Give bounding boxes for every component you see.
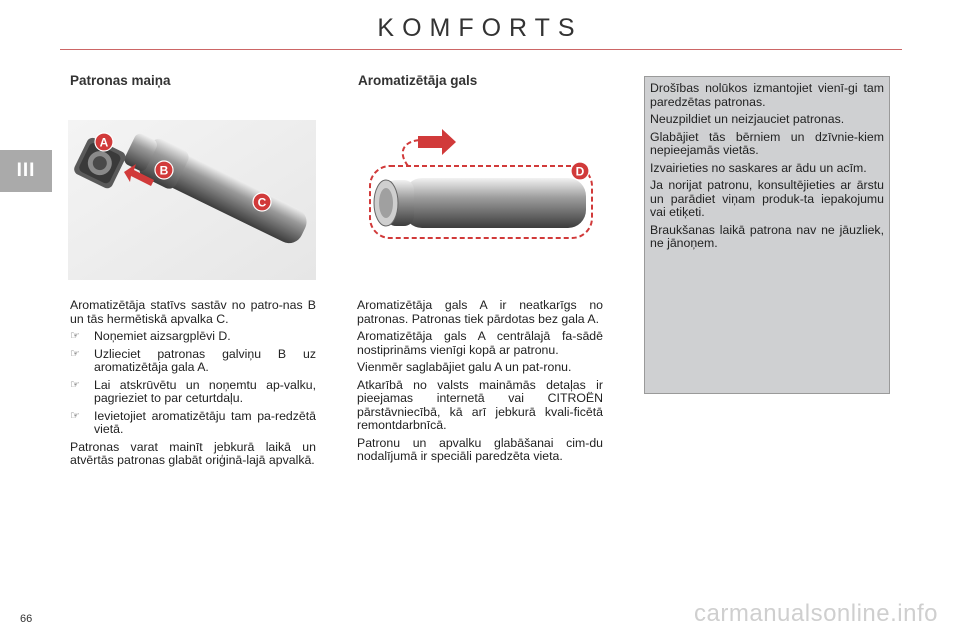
figure-label-b: B: [159, 163, 169, 178]
hand-pointer-icon: ☞: [70, 330, 80, 342]
middle-paragraph: Aromatizētāja gals A centrālajā fa-sādē nostiprināms vienīgi kopā ar patronu.: [357, 329, 603, 357]
hand-pointer-icon: ☞: [70, 347, 80, 360]
left-intro: Aromatizētāja statīvs sastāv no patro-nas B un tās hermētiskā apvalka C.: [70, 298, 316, 326]
diffuser-tip-illustration: [356, 120, 604, 260]
middle-paragraph: Atkarībā no valsts maināmās detaļas ir pieejamas internetā vai CITROËN pārstāvniecībā, kā arī jebkurā kvali-ficētā remontdarbnīcā.: [357, 377, 603, 432]
warning-paragraph: Drošības nolūkos izmantojiet vienī-gi tam paredzētas patronas.: [650, 81, 884, 109]
hand-pointer-icon: ☞: [70, 409, 80, 422]
section-title-diffuser-tip: Aromatizētāja gals: [358, 73, 478, 88]
figure-label-a: A: [99, 135, 109, 150]
left-outro: Patronas varat mainīt jebkurā laikā un atvērtās patronas glabāt oriģinā-lajā apvalkā.: [70, 439, 316, 467]
watermark: carmanualsonline.info: [694, 600, 938, 627]
hand-pointer-icon: ☞: [70, 378, 80, 391]
middle-body: [357, 299, 603, 468]
warning-paragraph: Neuzpildiet un neizjauciet patronas.: [650, 112, 845, 126]
section-title-cartridge-change: Patronas maiņa: [70, 73, 171, 88]
safety-warning-box: [644, 76, 890, 394]
header-rule: [60, 49, 902, 50]
chapter-tab[interactable]: III: [0, 150, 52, 192]
list-item: ☞ Noņemiet aizsargplēvi D.: [70, 329, 231, 343]
left-body: [70, 299, 316, 472]
list-item: ☞ Uzlieciet patronas galviņu B uz aromatizētāja gala A.: [70, 346, 316, 374]
warning-paragraph: Ja norijat patronu, konsultējieties ar ārstu un parādiet viņam produk-ta iepakojumu vai etiķeti.: [650, 178, 884, 219]
middle-paragraph: Vienmēr saglabājiet galu A un pat-ronu.: [357, 360, 572, 374]
warning-paragraph: Izvairieties no saskares ar ādu un acīm.: [650, 160, 867, 175]
middle-paragraph: Aromatizētāja gals A ir neatkarīgs no patronas. Patronas tiek pārdotas bez gala A.: [357, 298, 603, 326]
list-item: ☞ Lai atskrūvētu un noņemtu ap-valku, pagrieziet to par ceturtdaļu.: [70, 377, 316, 405]
list-item: ☞ Ievietojiet aromatizētāju tam pa-redzētā vietā.: [70, 408, 316, 436]
warning-paragraph: Braukšanas laikā patrona nav ne jāuzliek, ne jānoņem.: [650, 222, 884, 250]
red-arrow-icon: [418, 129, 456, 155]
page-title: KOMFORTS: [377, 14, 583, 42]
page-number: 66: [20, 613, 33, 625]
warning-paragraph: Glabājiet tās bērniem un dzīvnie-kiem nepieejamās vietās.: [650, 129, 884, 157]
figure-label-c: C: [257, 195, 267, 210]
figure-label-d: D: [575, 164, 585, 179]
middle-paragraph: Patronu un apvalku glabāšanai cim-du nodalījumā ir speciāli paredzēta vieta.: [357, 435, 603, 463]
cartridge-illustration: [68, 120, 316, 280]
